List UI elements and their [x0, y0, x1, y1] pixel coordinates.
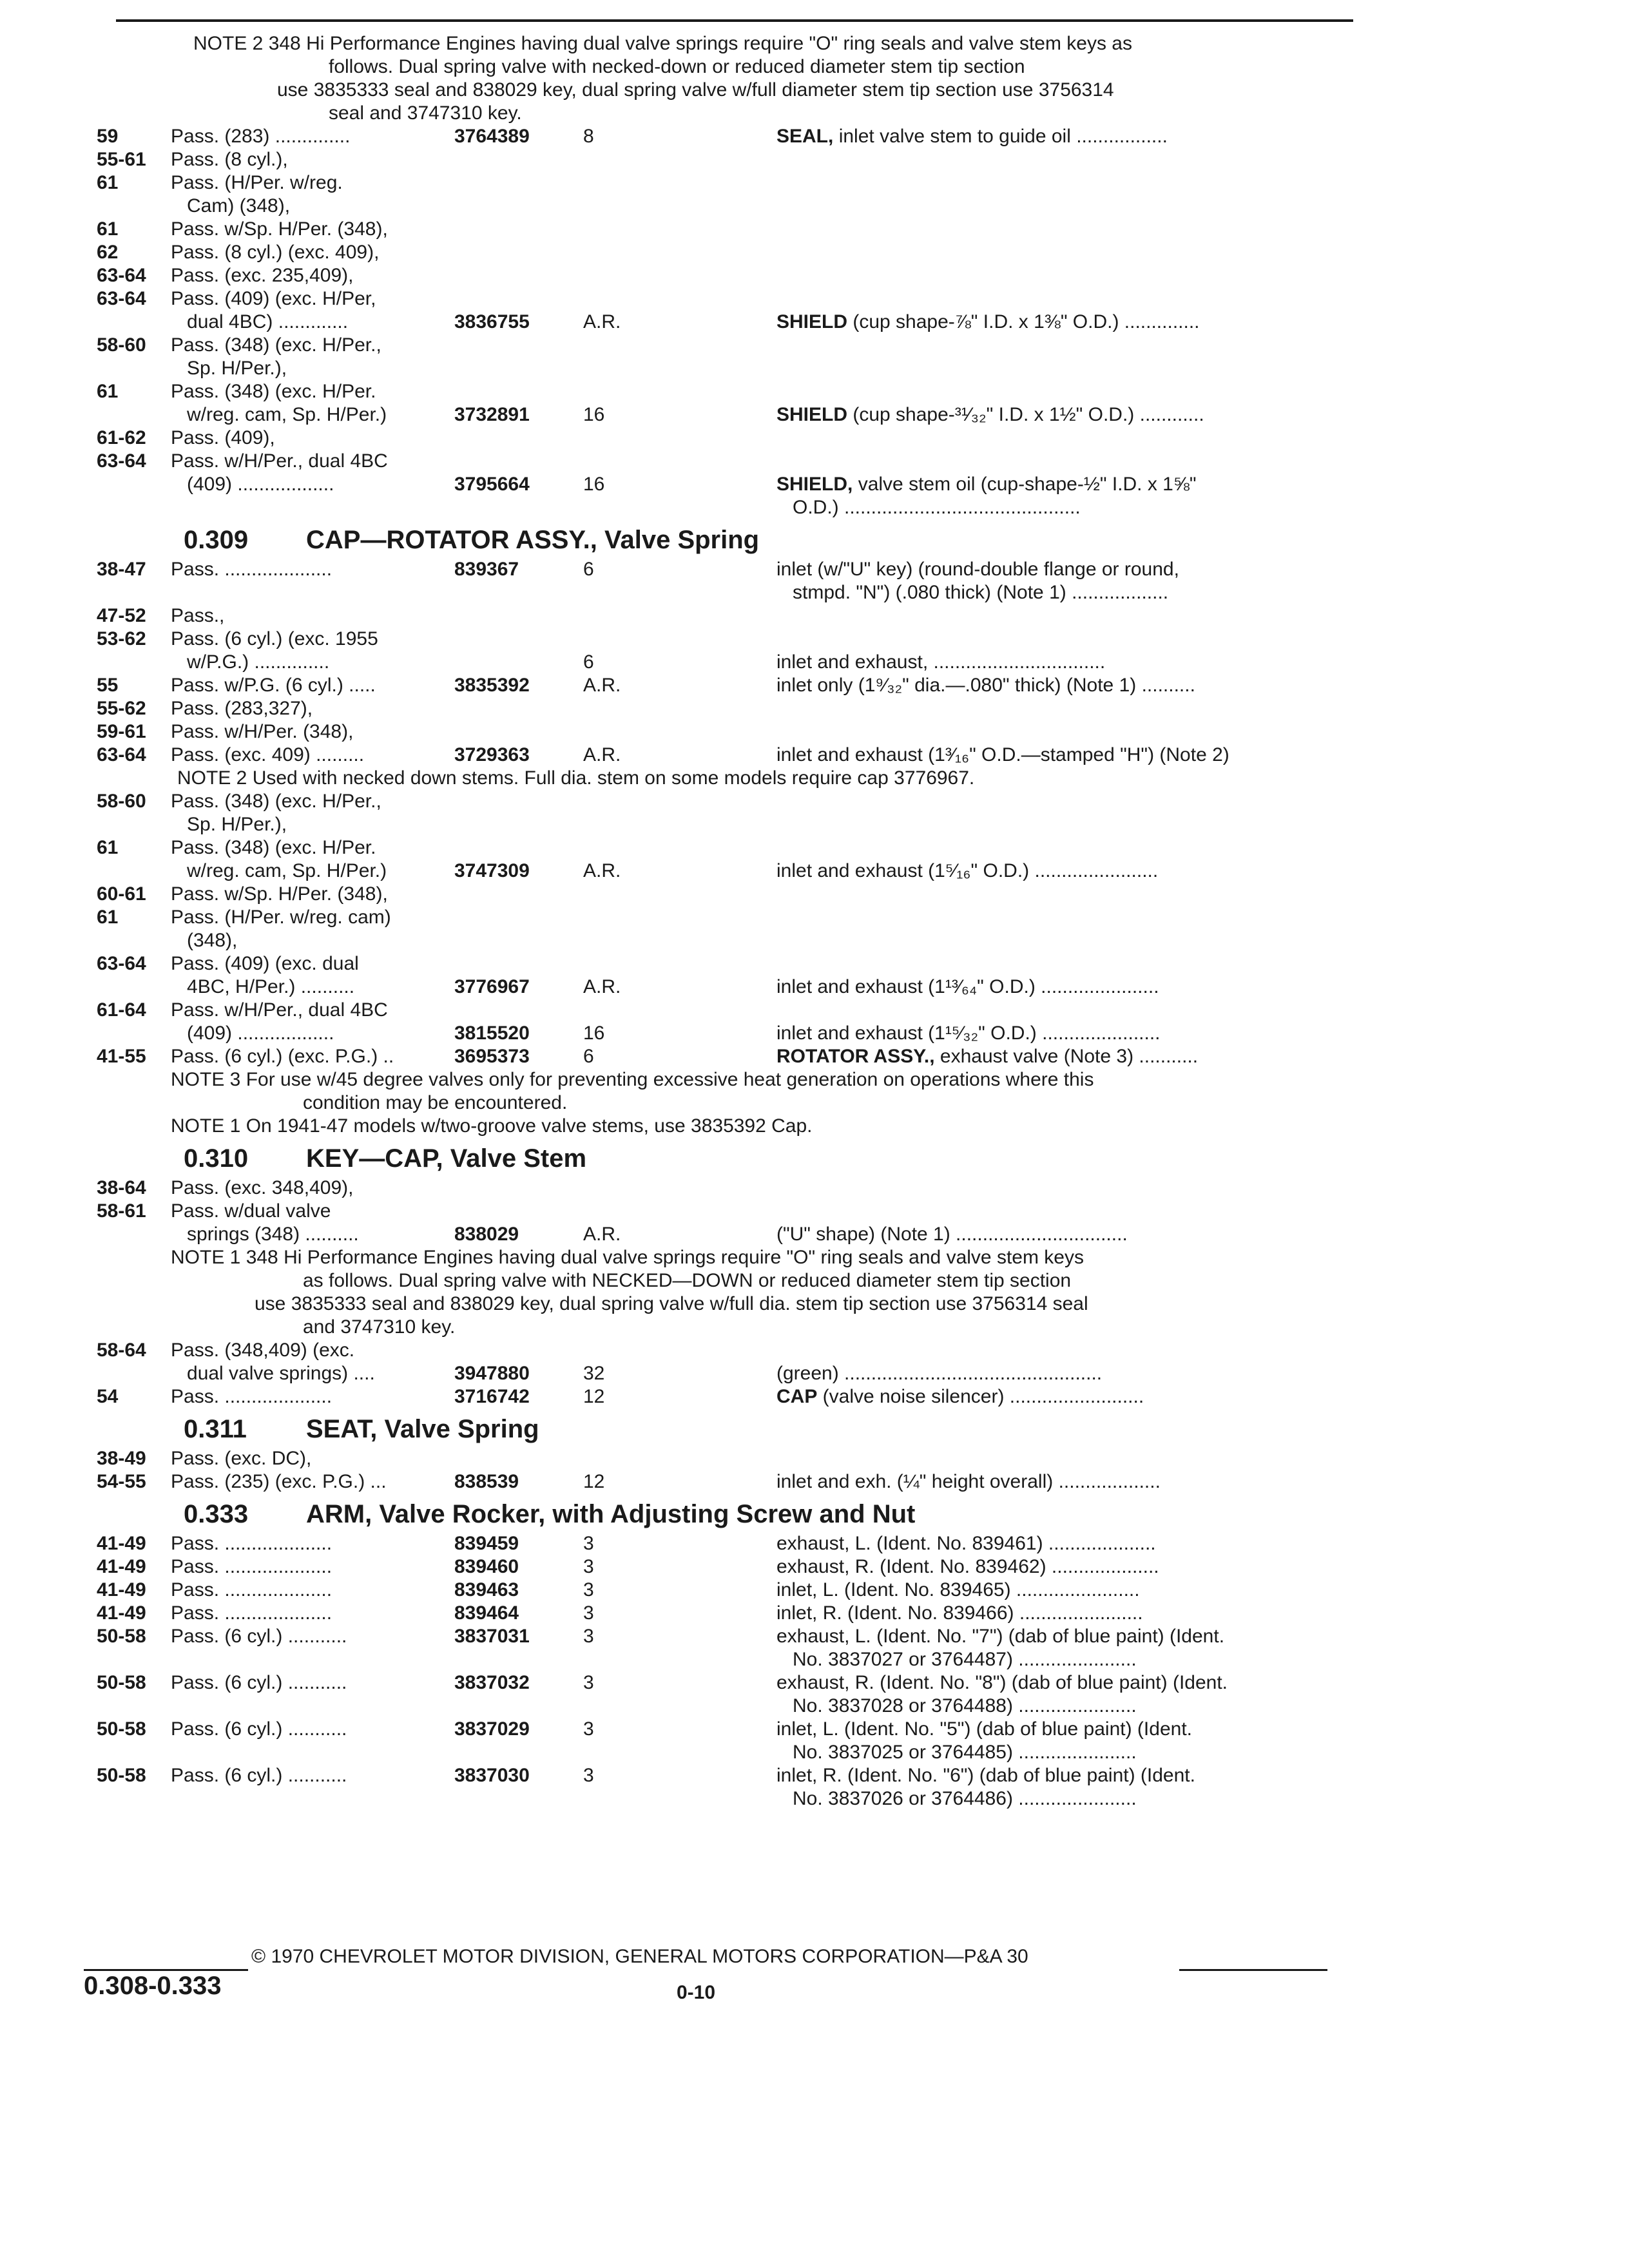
row-years: 41-49 — [97, 1579, 146, 1600]
row-years: 61 — [97, 907, 119, 928]
row-part-number: 3795664 — [454, 474, 530, 495]
catalog-row — [0, 813, 1629, 836]
row-part-number: 838029 — [454, 1224, 519, 1245]
note-line: condition may be encountered. — [303, 1092, 568, 1113]
row-years: 61 — [97, 381, 119, 402]
row-years: 62 — [97, 242, 119, 263]
catalog-row — [0, 241, 1629, 264]
row-quantity: 3 — [583, 1579, 594, 1600]
row-application: Pass. .................... — [171, 1533, 333, 1554]
row-years: 58-60 — [97, 791, 146, 812]
note-line: use 3835333 seal and 838029 key, dual spring valve w/full dia. stem tip section use 3756314 seal — [255, 1293, 1088, 1314]
row-part-number: 839463 — [454, 1579, 519, 1600]
row-years: 50-58 — [97, 1765, 146, 1786]
row-description-text: exhaust, R. (Ident. No. "8") (dab of blue paint) (Ident. — [776, 1672, 1228, 1693]
row-quantity: 3 — [583, 1672, 594, 1693]
catalog-row — [0, 496, 1629, 519]
row-description-text: inlet and exhaust, ................................ — [776, 651, 1106, 673]
row-description-text: O.D.) ............................................ — [776, 497, 1081, 518]
row-description-item: SHIELD — [776, 311, 848, 332]
section-number: 0.311 — [184, 1415, 247, 1443]
catalog-row — [0, 1532, 1629, 1555]
section-title: SEAT, Valve Spring — [306, 1415, 539, 1443]
row-part-number: 3716742 — [454, 1386, 530, 1407]
row-description-text: inlet, L. (Ident. No. "5") (dab of blue paint) (Ident. — [776, 1718, 1192, 1740]
row-years: 61 — [97, 172, 119, 193]
footer-page: 0-10 — [677, 1982, 716, 2003]
section-title: CAP—ROTATOR ASSY., Valve Spring — [306, 526, 760, 554]
row-description-item: CAP — [776, 1386, 818, 1407]
catalog-row — [0, 1022, 1629, 1045]
catalog-row — [0, 1695, 1629, 1718]
note-line: NOTE 2 348 Hi Performance Engines having dual valve springs require "O" ring seals and valve stem keys as — [193, 33, 1132, 54]
row-application: Pass. (348) (exc. H/Per., — [171, 334, 381, 356]
catalog-row — [0, 999, 1629, 1022]
row-quantity: 8 — [583, 126, 594, 147]
row-description — [776, 1787, 1137, 1811]
catalog-row — [0, 450, 1629, 473]
row-years: 63-64 — [97, 744, 146, 765]
row-description — [776, 403, 1204, 427]
note-line: seal and 3747310 key. — [329, 102, 522, 124]
row-part-number: 3815520 — [454, 1023, 530, 1044]
row-application: Pass. .................... — [171, 1602, 333, 1624]
catalog-row — [0, 1555, 1629, 1579]
row-description — [776, 1385, 1144, 1408]
row-application: (348), — [171, 930, 238, 951]
catalog-row — [0, 1741, 1629, 1764]
catalog-row — [0, 581, 1629, 604]
catalog-row — [0, 651, 1629, 674]
row-quantity: 3 — [583, 1718, 594, 1740]
section-heading — [0, 1140, 1629, 1177]
row-application: Pass. (6 cyl.) (exc. P.G.) .. — [171, 1046, 394, 1067]
footer-range: 0.308-0.333 — [84, 1972, 222, 2000]
catalog-row — [0, 334, 1629, 357]
row-application: Pass. (H/Per. w/reg. cam) — [171, 907, 391, 928]
catalog-row — [0, 380, 1629, 403]
note-line: follows. Dual spring valve with necked-down or reduced diameter stem tip section — [329, 56, 1025, 77]
row-quantity: 3 — [583, 1556, 594, 1577]
row-part-number: 838539 — [454, 1471, 519, 1492]
row-years: 55 — [97, 675, 119, 696]
row-years: 50-58 — [97, 1626, 146, 1647]
row-application: Pass. (348) (exc. H/Per. — [171, 837, 376, 858]
row-years: 38-47 — [97, 559, 146, 580]
row-description — [776, 1718, 1192, 1741]
row-quantity: 3 — [583, 1533, 594, 1554]
catalog-row — [0, 195, 1629, 218]
row-years: 38-64 — [97, 1177, 146, 1198]
row-years: 60-61 — [97, 883, 146, 905]
row-description-text: ("U" shape) (Note 1) ................................ — [776, 1224, 1128, 1245]
row-description-text: inlet only (1⁹⁄₃₂" dia.—.080" thick) (Note 1) .......... — [776, 675, 1195, 696]
catalog-row — [0, 1787, 1629, 1811]
catalog-row — [0, 148, 1629, 171]
row-years: 50-58 — [97, 1672, 146, 1693]
row-application: Pass. (409) (exc. dual — [171, 953, 359, 974]
top-rule — [116, 19, 1353, 22]
row-description — [776, 1362, 1102, 1385]
row-application: Pass. (exc. 235,409), — [171, 265, 354, 286]
row-years: 63-64 — [97, 265, 146, 286]
row-description-text: No. 3837027 or 3764487) ...................... — [776, 1649, 1137, 1670]
row-quantity: 16 — [583, 474, 605, 495]
row-application: w/P.G.) .............. — [171, 651, 330, 673]
row-part-number: 3835392 — [454, 675, 530, 696]
row-quantity: 12 — [583, 1386, 605, 1407]
row-years: 58-60 — [97, 334, 146, 356]
row-application: Pass. (8 cyl.) (exc. 409), — [171, 242, 380, 263]
row-years: 53-62 — [97, 628, 146, 649]
catalog-row — [0, 906, 1629, 929]
catalog-row — [0, 975, 1629, 999]
catalog-row — [0, 1045, 1629, 1068]
row-quantity: A.R. — [583, 860, 621, 881]
catalog-row — [0, 125, 1629, 148]
catalog-row — [0, 171, 1629, 195]
row-description — [776, 1695, 1137, 1718]
catalog-row — [0, 403, 1629, 427]
row-application: Pass. (exc. DC), — [171, 1448, 312, 1469]
section-heading — [0, 522, 1629, 558]
row-application: Sp. H/Per.), — [171, 814, 287, 835]
section-heading — [0, 1411, 1629, 1447]
row-description — [776, 496, 1081, 519]
row-description — [776, 473, 1197, 496]
catalog-row — [0, 1223, 1629, 1246]
row-years: 54-55 — [97, 1471, 146, 1492]
section-heading — [0, 1496, 1629, 1532]
row-years: 61-64 — [97, 999, 146, 1021]
row-application: Pass. (6 cyl.) ........... — [171, 1672, 347, 1693]
row-description — [776, 311, 1200, 334]
row-description — [776, 1764, 1195, 1787]
row-part-number: 839464 — [454, 1602, 519, 1624]
row-description-text: No. 3837026 or 3764486) ...................... — [776, 1788, 1137, 1809]
row-application: dual 4BC) ............. — [171, 311, 349, 332]
section-title: ARM, Valve Rocker, with Adjusting Screw and Nut — [306, 1500, 916, 1528]
row-description-text: (valve noise silencer) ......................... — [817, 1386, 1144, 1407]
catalog-row — [0, 1385, 1629, 1408]
row-description-text: inlet and exhaust (1³⁄₁₆" O.D.—stamped "H") (Note 2) — [776, 744, 1229, 765]
row-part-number: 3776967 — [454, 976, 530, 997]
row-description — [776, 674, 1195, 697]
catalog-row — [0, 218, 1629, 241]
row-application: Pass. .................... — [171, 1386, 333, 1407]
section-number: 0.309 — [184, 526, 249, 554]
row-application: w/reg. cam, Sp. H/Per.) — [171, 860, 387, 881]
catalog-row — [0, 1671, 1629, 1695]
row-description — [776, 744, 1229, 767]
row-quantity: A.R. — [583, 976, 621, 997]
row-application: dual valve springs) .... — [171, 1363, 375, 1384]
row-description-text: valve stem oil (cup-shape-½" I.D. x 1⅝" — [853, 474, 1197, 495]
row-years: 55-61 — [97, 149, 146, 170]
catalog-row — [0, 264, 1629, 287]
row-description — [776, 1223, 1128, 1246]
note-line: use 3835333 seal and 838029 key, dual spring valve w/full diameter stem tip section use 3756314 — [277, 79, 1114, 101]
row-description-text: inlet, R. (Ident. No. 839466) ....................... — [776, 1602, 1143, 1624]
row-years: 63-64 — [97, 450, 146, 472]
catalog-row — [0, 952, 1629, 975]
row-part-number: 3947880 — [454, 1363, 530, 1384]
row-application: Pass. (6 cyl.) ........... — [171, 1718, 347, 1740]
row-application: Pass. (409), — [171, 427, 275, 448]
catalog-row — [0, 427, 1629, 450]
row-application: Pass. (348,409) (exc. — [171, 1340, 355, 1361]
catalog-row — [0, 604, 1629, 628]
row-application: Pass. .................... — [171, 559, 333, 580]
row-description — [776, 581, 1168, 604]
row-application: Pass. .................... — [171, 1556, 333, 1577]
row-description — [776, 125, 1168, 148]
row-application: Sp. H/Per.), — [171, 358, 287, 379]
catalog-row — [0, 674, 1629, 697]
row-application: Pass. (6 cyl.) (exc. 1955 — [171, 628, 378, 649]
row-description-text: (cup shape-⅞" I.D. x 1⅜" O.D.) .............. — [847, 311, 1200, 332]
row-description — [776, 1045, 1198, 1068]
row-description — [776, 1602, 1143, 1625]
footer-rule-right — [1179, 1969, 1327, 1971]
row-part-number: 3837029 — [454, 1718, 530, 1740]
row-description — [776, 1022, 1161, 1045]
row-quantity: A.R. — [583, 1224, 621, 1245]
section-title: KEY—CAP, Valve Stem — [306, 1144, 587, 1173]
catalog-row — [0, 357, 1629, 380]
catalog-row — [0, 860, 1629, 883]
row-description-text: No. 3837025 or 3764485) ...................... — [776, 1742, 1137, 1763]
note-line: NOTE 2 Used with necked down stems. Full dia. stem on some models require cap 3776967. — [177, 767, 975, 789]
row-description-text: stmpd. "N") (.080 thick) (Note 1) .................. — [776, 582, 1169, 603]
row-description-text: inlet valve stem to guide oil ................. — [833, 126, 1168, 147]
row-description-text: inlet and exhaust (1⁵⁄₁₆" O.D.) ....................... — [776, 860, 1159, 881]
row-quantity: 16 — [583, 404, 605, 425]
row-quantity: 6 — [583, 559, 594, 580]
catalog-row — [0, 1339, 1629, 1362]
row-description — [776, 1625, 1224, 1648]
catalog-row — [0, 720, 1629, 744]
row-application: Pass. (8 cyl.), — [171, 149, 288, 170]
row-years: 41-49 — [97, 1556, 146, 1577]
row-description-text: inlet and exh. (¼" height overall) ................... — [776, 1471, 1161, 1492]
row-application: Pass. w/dual valve — [171, 1200, 331, 1222]
row-description-text: (green) ................................................ — [776, 1363, 1103, 1384]
row-years: 55-62 — [97, 698, 146, 719]
row-quantity: A.R. — [583, 675, 621, 696]
row-years: 47-52 — [97, 605, 146, 626]
row-quantity: 3 — [583, 1626, 594, 1647]
row-description-item: SHIELD — [776, 404, 848, 425]
row-application: w/reg. cam, Sp. H/Per.) — [171, 404, 387, 425]
row-description — [776, 1648, 1137, 1671]
row-years: 61-62 — [97, 427, 146, 448]
row-quantity: 16 — [583, 1023, 605, 1044]
row-part-number: 839367 — [454, 559, 519, 580]
row-application: Pass. (6 cyl.) ........... — [171, 1626, 347, 1647]
catalog-row — [0, 1579, 1629, 1602]
row-description — [776, 1532, 1156, 1555]
row-years: 63-64 — [97, 288, 146, 309]
row-description-text: exhaust, L. (Ident. No. "7") (dab of blue paint) (Ident. — [776, 1626, 1225, 1647]
row-description — [776, 1579, 1140, 1602]
row-years: 63-64 — [97, 953, 146, 974]
row-application: Pass. (283,327), — [171, 698, 313, 719]
row-description-text: inlet, L. (Ident. No. 839465) ....................... — [776, 1579, 1140, 1600]
row-quantity: 12 — [583, 1471, 605, 1492]
row-application: Pass. w/H/Per. (348), — [171, 721, 354, 742]
row-application: 4BC, H/Per.) .......... — [171, 976, 355, 997]
row-application: (409) .................. — [171, 1023, 334, 1044]
row-description-text: exhaust valve (Note 3) ........... — [934, 1046, 1199, 1067]
section-number: 0.310 — [184, 1144, 249, 1173]
row-description-text: exhaust, L. (Ident. No. 839461) .................... — [776, 1533, 1156, 1554]
row-application: Pass. .................... — [171, 1579, 333, 1600]
row-years: 38-49 — [97, 1448, 146, 1469]
row-part-number: 3695373 — [454, 1046, 530, 1067]
catalog-row — [0, 836, 1629, 860]
row-description-text: inlet and exhaust (1¹³⁄₆₄" O.D.) ...................... — [776, 976, 1159, 997]
catalog-row — [0, 883, 1629, 906]
row-years: 41-49 — [97, 1533, 146, 1554]
row-application: Pass. (283) .............. — [171, 126, 351, 147]
row-description — [776, 1555, 1159, 1579]
row-years: 58-61 — [97, 1200, 146, 1222]
row-part-number: 839459 — [454, 1533, 519, 1554]
catalog-row — [0, 1177, 1629, 1200]
row-quantity: 6 — [583, 1046, 594, 1067]
row-part-number: 3732891 — [454, 404, 530, 425]
row-years: 58-64 — [97, 1340, 146, 1361]
row-years: 61 — [97, 837, 119, 858]
row-years: 61 — [97, 218, 119, 240]
row-application: Cam) (348), — [171, 195, 291, 216]
note-line: NOTE 1 On 1941-47 models w/two-groove valve stems, use 3835392 Cap. — [171, 1115, 813, 1137]
row-description-text: No. 3837028 or 3764488) ...................... — [776, 1695, 1137, 1716]
catalog-row — [0, 1625, 1629, 1648]
catalog-row — [0, 1447, 1629, 1470]
catalog-row — [0, 1602, 1629, 1625]
row-part-number: 3837032 — [454, 1672, 530, 1693]
row-application: Pass. w/Sp. H/Per. (348), — [171, 883, 388, 905]
row-description-item: SEAL, — [776, 126, 834, 147]
row-description-item: SHIELD, — [776, 474, 853, 495]
row-quantity: A.R. — [583, 311, 621, 332]
footer-copyright: © 1970 CHEVROLET MOTOR DIVISION, GENERAL MOTORS CORPORATION—P&A 30 — [251, 1946, 1028, 1967]
row-application: Pass. (6 cyl.) ........... — [171, 1765, 347, 1786]
catalog-row — [0, 1362, 1629, 1385]
row-part-number: 839460 — [454, 1556, 519, 1577]
catalog-row — [0, 790, 1629, 813]
row-part-number: 3764389 — [454, 126, 530, 147]
row-part-number: 3837030 — [454, 1765, 530, 1786]
catalog-row — [0, 744, 1629, 767]
catalog-row — [0, 1470, 1629, 1494]
row-description-item: ROTATOR ASSY., — [776, 1046, 935, 1067]
catalog-content — [0, 32, 1629, 1811]
note-line: and 3747310 key. — [303, 1316, 456, 1338]
row-years: 41-55 — [97, 1046, 146, 1067]
catalog-row — [0, 697, 1629, 720]
footer-rule-left — [84, 1969, 248, 1971]
row-years: 54 — [97, 1386, 119, 1407]
row-description — [776, 860, 1158, 883]
note-line: NOTE 3 For use w/45 degree valves only for preventing excessive heat generation on operations where this — [171, 1069, 1094, 1090]
row-application: Pass. (409) (exc. H/Per, — [171, 288, 376, 309]
note-line: as follows. Dual spring valve with NECKED—DOWN or reduced diameter stem tip section — [303, 1270, 1072, 1291]
row-description-text: (cup shape-³¹⁄₃₂" I.D. x 1½" O.D.) ............ — [847, 404, 1204, 425]
catalog-row — [0, 311, 1629, 334]
catalog-row — [0, 287, 1629, 311]
catalog-row — [0, 1764, 1629, 1787]
row-description — [776, 1671, 1228, 1695]
row-description — [776, 558, 1179, 581]
row-description — [776, 651, 1105, 674]
catalog-row — [0, 1648, 1629, 1671]
row-application: Pass. (exc. 348,409), — [171, 1177, 354, 1198]
row-part-number: 3747309 — [454, 860, 530, 881]
row-application: Pass. (348) (exc. H/Per. — [171, 381, 376, 402]
catalog-row — [0, 1718, 1629, 1741]
row-years: 41-49 — [97, 1602, 146, 1624]
row-quantity: 6 — [583, 651, 594, 673]
row-application: Pass. (348) (exc. H/Per., — [171, 791, 381, 812]
row-application: Pass. (exc. 409) ......... — [171, 744, 365, 765]
row-application: (409) .................. — [171, 474, 334, 495]
row-application: Pass. (H/Per. w/reg. — [171, 172, 343, 193]
row-description-text: inlet and exhaust (1¹⁵⁄₃₂" O.D.) ...................... — [776, 1023, 1161, 1044]
row-part-number: 3837031 — [454, 1626, 530, 1647]
row-quantity: 3 — [583, 1765, 594, 1786]
catalog-row — [0, 558, 1629, 581]
row-description-text: inlet (w/"U" key) (round-double flange or round, — [776, 559, 1179, 580]
catalog-row — [0, 929, 1629, 952]
row-application: Pass. w/P.G. (6 cyl.) ..... — [171, 675, 376, 696]
page-footer — [84, 1946, 1373, 2017]
catalog-row — [0, 473, 1629, 496]
row-quantity: 3 — [583, 1602, 594, 1624]
row-description — [776, 1470, 1161, 1494]
row-application: Pass. w/H/Per., dual 4BC — [171, 999, 388, 1021]
row-application: Pass. (235) (exc. P.G.) ... — [171, 1471, 387, 1492]
row-description — [776, 975, 1159, 999]
row-application: Pass. w/H/Per., dual 4BC — [171, 450, 388, 472]
row-years: 50-58 — [97, 1718, 146, 1740]
row-description-text: exhaust, R. (Ident. No. 839462) .................... — [776, 1556, 1159, 1577]
row-part-number: 3836755 — [454, 311, 530, 332]
catalog-row — [0, 1200, 1629, 1223]
row-application: Pass. w/Sp. H/Per. (348), — [171, 218, 388, 240]
row-part-number: 3729363 — [454, 744, 530, 765]
row-years: 59-61 — [97, 721, 146, 742]
row-description — [776, 1741, 1137, 1764]
catalog-row — [0, 628, 1629, 651]
row-quantity: 32 — [583, 1363, 605, 1384]
row-years: 59 — [97, 126, 119, 147]
row-description-text: inlet, R. (Ident. No. "6") (dab of blue paint) (Ident. — [776, 1765, 1195, 1786]
row-application: Pass., — [171, 605, 225, 626]
note-line: NOTE 1 348 Hi Performance Engines having dual valve springs require "O" ring seals and valve stem keys — [171, 1247, 1084, 1268]
row-application: springs (348) .......... — [171, 1224, 359, 1245]
row-quantity: A.R. — [583, 744, 621, 765]
section-number: 0.333 — [184, 1500, 249, 1528]
